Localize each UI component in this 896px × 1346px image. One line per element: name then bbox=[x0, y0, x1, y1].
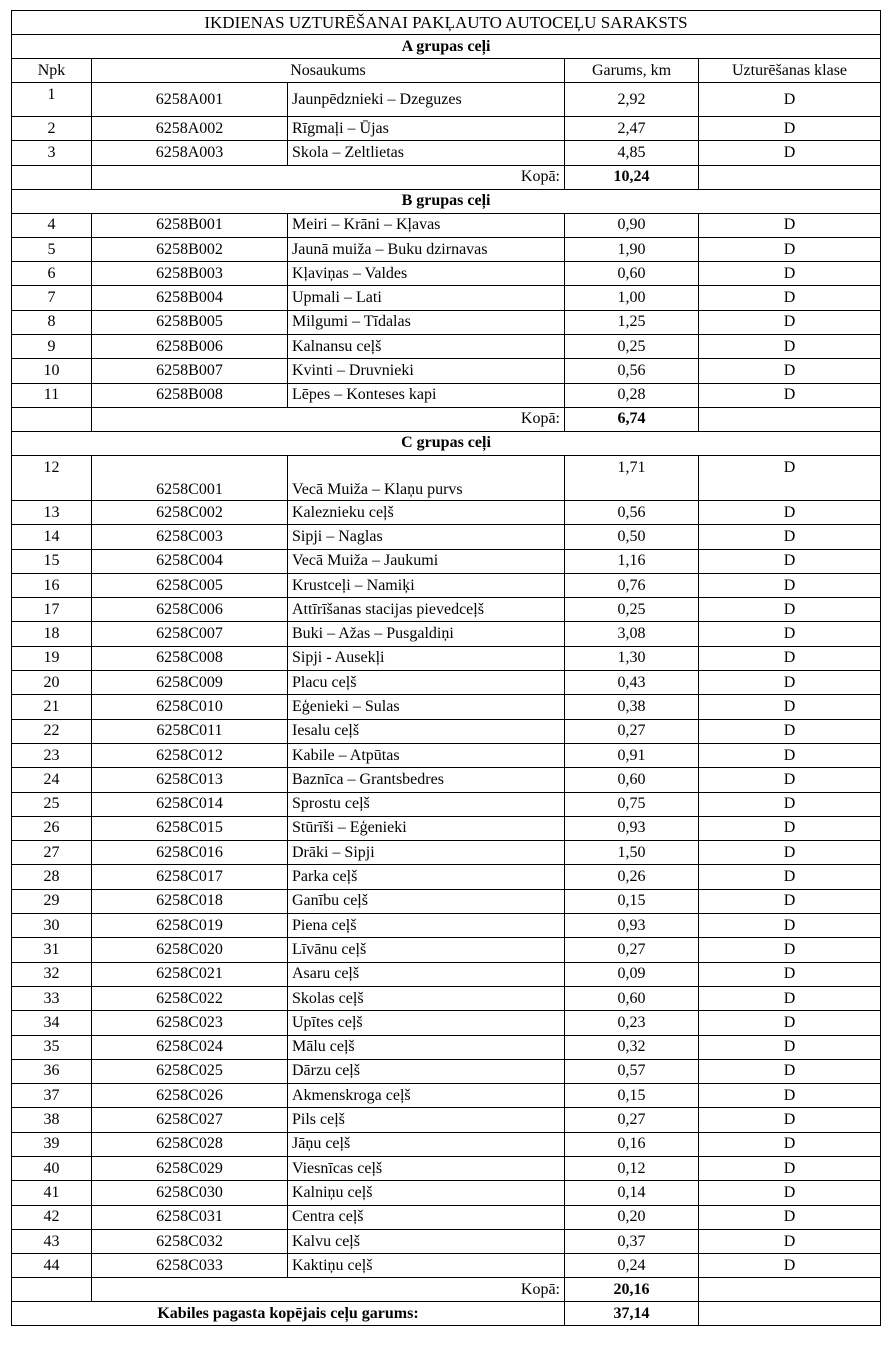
road-name: Eģenieki – Sulas bbox=[288, 695, 565, 719]
table-row bbox=[12, 383, 881, 407]
row-number: 24 bbox=[12, 768, 92, 792]
table-row bbox=[12, 1156, 881, 1180]
road-code: 6258A002 bbox=[92, 117, 288, 141]
row-number: 44 bbox=[12, 1254, 92, 1278]
maintenance-class: D bbox=[699, 841, 881, 865]
road-length: 2,47 bbox=[565, 117, 699, 141]
table-row bbox=[12, 719, 881, 743]
road-length: 1,25 bbox=[565, 310, 699, 334]
road-code: 6258C013 bbox=[92, 768, 288, 792]
road-name: Attīrīšanas stacijas pievedceļš bbox=[288, 598, 565, 622]
maintenance-class: D bbox=[699, 1254, 881, 1278]
road-code: 6258B002 bbox=[92, 237, 288, 261]
road-name: Kļaviņas – Valdes bbox=[288, 262, 565, 286]
row-number: 38 bbox=[12, 1108, 92, 1132]
document-title: IKDIENAS UZTURĒŠANAI PAKĻAUTO AUTOCEĻU SARAKSTS bbox=[12, 11, 881, 35]
road-name: Asaru ceļš bbox=[288, 962, 565, 986]
road-name: Viesnīcas ceļš bbox=[288, 1156, 565, 1180]
maintenance-class: D bbox=[699, 383, 881, 407]
road-code: 6258C014 bbox=[92, 792, 288, 816]
road-length: 0,60 bbox=[565, 262, 699, 286]
maintenance-class: D bbox=[699, 598, 881, 622]
road-length: 0,09 bbox=[565, 962, 699, 986]
road-length: 1,90 bbox=[565, 237, 699, 261]
table-row bbox=[12, 262, 881, 286]
road-length: 0,20 bbox=[565, 1205, 699, 1229]
road-code: 6258C028 bbox=[92, 1132, 288, 1156]
road-length: 0,60 bbox=[565, 986, 699, 1010]
empty-cell bbox=[699, 1302, 881, 1326]
table-row bbox=[12, 598, 881, 622]
table-row bbox=[12, 695, 881, 719]
road-length: 0,15 bbox=[565, 889, 699, 913]
road-code: 6258C008 bbox=[92, 646, 288, 670]
road-code: 6258C019 bbox=[92, 914, 288, 938]
grand-total-label: Kabiles pagasta kopējais ceļu garums: bbox=[12, 1302, 565, 1326]
road-length: 0,25 bbox=[565, 598, 699, 622]
grand-total-row bbox=[12, 1302, 881, 1326]
road-code: 6258B004 bbox=[92, 286, 288, 310]
table-row bbox=[12, 914, 881, 938]
road-length: 0,27 bbox=[565, 719, 699, 743]
group-total-row bbox=[12, 1278, 881, 1302]
title-row bbox=[12, 11, 881, 35]
row-number: 15 bbox=[12, 549, 92, 573]
road-name: Parka ceļš bbox=[288, 865, 565, 889]
road-length: 3,08 bbox=[565, 622, 699, 646]
table-row bbox=[12, 1229, 881, 1253]
row-number: 37 bbox=[12, 1084, 92, 1108]
row-number: 40 bbox=[12, 1156, 92, 1180]
maintenance-class: D bbox=[699, 938, 881, 962]
table-row bbox=[12, 525, 881, 549]
road-code: 6258C002 bbox=[92, 500, 288, 524]
row-number: 23 bbox=[12, 743, 92, 767]
road-length: 0,26 bbox=[565, 865, 699, 889]
road-code: 6258B005 bbox=[92, 310, 288, 334]
table-row bbox=[12, 986, 881, 1010]
table-row bbox=[12, 938, 881, 962]
road-code: 6258A001 bbox=[92, 83, 288, 117]
road-length: 1,71 bbox=[565, 455, 699, 500]
maintenance-class: D bbox=[699, 117, 881, 141]
road-name: Kaleznieku ceļš bbox=[288, 500, 565, 524]
row-number: 31 bbox=[12, 938, 92, 962]
road-code: 6258C031 bbox=[92, 1205, 288, 1229]
road-length: 0,56 bbox=[565, 500, 699, 524]
empty-cell bbox=[699, 1278, 881, 1302]
road-length: 0,28 bbox=[565, 383, 699, 407]
road-code: 6258C020 bbox=[92, 938, 288, 962]
maintenance-class: D bbox=[699, 1108, 881, 1132]
row-number: 35 bbox=[12, 1035, 92, 1059]
row-number: 12 bbox=[12, 455, 92, 500]
table-row bbox=[12, 359, 881, 383]
road-length: 0,16 bbox=[565, 1132, 699, 1156]
maintenance-class: D bbox=[699, 1181, 881, 1205]
road-code: 6258C022 bbox=[92, 986, 288, 1010]
table-row bbox=[12, 500, 881, 524]
road-code: 6258C009 bbox=[92, 671, 288, 695]
row-number: 14 bbox=[12, 525, 92, 549]
table-row bbox=[12, 1181, 881, 1205]
empty-cell bbox=[12, 1278, 92, 1302]
row-number: 33 bbox=[12, 986, 92, 1010]
road-name: Lēpes – Konteses kapi bbox=[288, 383, 565, 407]
maintenance-class: D bbox=[699, 743, 881, 767]
road-name: Iesalu ceļš bbox=[288, 719, 565, 743]
row-number: 27 bbox=[12, 841, 92, 865]
group-total-row bbox=[12, 165, 881, 189]
row-number: 30 bbox=[12, 914, 92, 938]
road-length: 0,60 bbox=[565, 768, 699, 792]
road-name: Kaktiņu ceļš bbox=[288, 1254, 565, 1278]
road-code: 6258C032 bbox=[92, 1229, 288, 1253]
row-number: 3 bbox=[12, 141, 92, 165]
row-number: 7 bbox=[12, 286, 92, 310]
table-row bbox=[12, 743, 881, 767]
road-length: 0,50 bbox=[565, 525, 699, 549]
road-length: 0,37 bbox=[565, 1229, 699, 1253]
table-row bbox=[12, 573, 881, 597]
road-length: 0,23 bbox=[565, 1011, 699, 1035]
maintenance-class: D bbox=[699, 1059, 881, 1083]
road-name: Līvānu ceļš bbox=[288, 938, 565, 962]
maintenance-class: D bbox=[699, 455, 881, 500]
table-row bbox=[12, 1059, 881, 1083]
road-code: 6258C007 bbox=[92, 622, 288, 646]
table-row bbox=[12, 865, 881, 889]
maintenance-class: D bbox=[699, 237, 881, 261]
table-row bbox=[12, 768, 881, 792]
column-header-row bbox=[12, 59, 881, 83]
maintenance-class: D bbox=[699, 500, 881, 524]
table-row bbox=[12, 237, 881, 261]
table-row bbox=[12, 1132, 881, 1156]
table-row bbox=[12, 549, 881, 573]
road-name: Sipji - Ausekļi bbox=[288, 646, 565, 670]
row-number: 9 bbox=[12, 335, 92, 359]
group-total-label: Kopā: bbox=[92, 165, 565, 189]
road-length: 0,57 bbox=[565, 1059, 699, 1083]
maintenance-class: D bbox=[699, 1035, 881, 1059]
table-row bbox=[12, 646, 881, 670]
road-length: 1,30 bbox=[565, 646, 699, 670]
table-row bbox=[12, 83, 881, 117]
group-header-row bbox=[12, 189, 881, 213]
table-row bbox=[12, 1108, 881, 1132]
road-code: 6258C030 bbox=[92, 1181, 288, 1205]
maintenance-class: D bbox=[699, 986, 881, 1010]
group-total-row bbox=[12, 407, 881, 431]
road-code: 6258C025 bbox=[92, 1059, 288, 1083]
road-name: Sprostu ceļš bbox=[288, 792, 565, 816]
maintenance-class: D bbox=[699, 889, 881, 913]
maintenance-class: D bbox=[699, 1205, 881, 1229]
road-name: Placu ceļš bbox=[288, 671, 565, 695]
group-total-value: 10,24 bbox=[565, 165, 699, 189]
road-name: Kalnansu ceļš bbox=[288, 335, 565, 359]
table-row bbox=[12, 1205, 881, 1229]
road-length: 0,38 bbox=[565, 695, 699, 719]
road-name: Krustceļi – Namiķi bbox=[288, 573, 565, 597]
road-length: 1,16 bbox=[565, 549, 699, 573]
maintenance-class: D bbox=[699, 262, 881, 286]
table-row bbox=[12, 671, 881, 695]
table-row bbox=[12, 335, 881, 359]
road-name: Piena ceļš bbox=[288, 914, 565, 938]
road-code: 6258C006 bbox=[92, 598, 288, 622]
road-name: Dārzu ceļš bbox=[288, 1059, 565, 1083]
table-row bbox=[12, 213, 881, 237]
maintenance-class: D bbox=[699, 1011, 881, 1035]
road-code: 6258B007 bbox=[92, 359, 288, 383]
row-number: 21 bbox=[12, 695, 92, 719]
row-number: 18 bbox=[12, 622, 92, 646]
road-length: 0,76 bbox=[565, 573, 699, 597]
road-length: 1,50 bbox=[565, 841, 699, 865]
road-name: Vecā Muiža – Jaukumi bbox=[288, 549, 565, 573]
empty-cell bbox=[699, 407, 881, 431]
table-row bbox=[12, 1254, 881, 1278]
group-total-value: 20,16 bbox=[565, 1278, 699, 1302]
column-header-name: Nosaukums bbox=[92, 59, 565, 83]
road-code: 6258C017 bbox=[92, 865, 288, 889]
row-number: 2 bbox=[12, 117, 92, 141]
row-number: 34 bbox=[12, 1011, 92, 1035]
row-number: 28 bbox=[12, 865, 92, 889]
road-code: 6258C012 bbox=[92, 743, 288, 767]
row-number: 32 bbox=[12, 962, 92, 986]
road-name: Kalvu ceļš bbox=[288, 1229, 565, 1253]
empty-cell bbox=[12, 407, 92, 431]
road-length: 0,93 bbox=[565, 816, 699, 840]
road-code: 6258A003 bbox=[92, 141, 288, 165]
road-code: 6258C010 bbox=[92, 695, 288, 719]
table-row bbox=[12, 117, 881, 141]
row-number: 1 bbox=[12, 83, 92, 117]
road-code: 6258C011 bbox=[92, 719, 288, 743]
maintenance-class: D bbox=[699, 622, 881, 646]
group-title: A grupas ceļi bbox=[12, 35, 881, 59]
road-length: 0,27 bbox=[565, 938, 699, 962]
maintenance-class: D bbox=[699, 525, 881, 549]
table-row bbox=[12, 310, 881, 334]
road-code: 6258B006 bbox=[92, 335, 288, 359]
table-row bbox=[12, 962, 881, 986]
maintenance-class: D bbox=[699, 359, 881, 383]
maintenance-class: D bbox=[699, 646, 881, 670]
road-length: 0,15 bbox=[565, 1084, 699, 1108]
road-name: Kalniņu ceļš bbox=[288, 1181, 565, 1205]
maintenance-class: D bbox=[699, 310, 881, 334]
maintenance-class: D bbox=[699, 962, 881, 986]
road-name: Centra ceļš bbox=[288, 1205, 565, 1229]
table-row bbox=[12, 622, 881, 646]
maintenance-class: D bbox=[699, 1229, 881, 1253]
road-code: 6258C026 bbox=[92, 1084, 288, 1108]
row-number: 22 bbox=[12, 719, 92, 743]
row-number: 43 bbox=[12, 1229, 92, 1253]
column-header-length: Garums, km bbox=[565, 59, 699, 83]
road-name: Buki – Ažas – Pusgaldiņi bbox=[288, 622, 565, 646]
row-number: 26 bbox=[12, 816, 92, 840]
maintenance-class: D bbox=[699, 335, 881, 359]
table-row bbox=[12, 286, 881, 310]
road-name: Baznīca – Grantsbedres bbox=[288, 768, 565, 792]
road-name: Jaunā muiža – Buku dzirnavas bbox=[288, 237, 565, 261]
road-code: 6258C015 bbox=[92, 816, 288, 840]
road-list-table bbox=[11, 10, 881, 1326]
maintenance-class: D bbox=[699, 573, 881, 597]
group-header-row bbox=[12, 35, 881, 59]
road-length: 0,24 bbox=[565, 1254, 699, 1278]
road-code: 6258C001 bbox=[92, 455, 288, 500]
row-number: 8 bbox=[12, 310, 92, 334]
maintenance-class: D bbox=[699, 865, 881, 889]
road-code: 6258C029 bbox=[92, 1156, 288, 1180]
table-row bbox=[12, 841, 881, 865]
row-number: 39 bbox=[12, 1132, 92, 1156]
maintenance-class: D bbox=[699, 286, 881, 310]
group-header-row bbox=[12, 431, 881, 455]
road-name: Vecā Muiža – Klaņu purvs bbox=[288, 455, 565, 500]
road-length: 0,90 bbox=[565, 213, 699, 237]
maintenance-class: D bbox=[699, 792, 881, 816]
table-row bbox=[12, 1084, 881, 1108]
road-name: Skola – Zeltlietas bbox=[288, 141, 565, 165]
column-header-npk: Npk bbox=[12, 59, 92, 83]
maintenance-class: D bbox=[699, 141, 881, 165]
road-code: 6258C033 bbox=[92, 1254, 288, 1278]
row-number: 25 bbox=[12, 792, 92, 816]
road-length: 2,92 bbox=[565, 83, 699, 117]
column-header-class: Uzturēšanas klase bbox=[699, 59, 881, 83]
maintenance-class: D bbox=[699, 671, 881, 695]
road-length: 0,93 bbox=[565, 914, 699, 938]
maintenance-class: D bbox=[699, 914, 881, 938]
maintenance-class: D bbox=[699, 1156, 881, 1180]
group-total-label: Kopā: bbox=[92, 1278, 565, 1302]
row-number: 20 bbox=[12, 671, 92, 695]
maintenance-class: D bbox=[699, 816, 881, 840]
row-number: 11 bbox=[12, 383, 92, 407]
road-length: 1,00 bbox=[565, 286, 699, 310]
table-row bbox=[12, 889, 881, 913]
road-name: Sipji – Naglas bbox=[288, 525, 565, 549]
road-length: 0,32 bbox=[565, 1035, 699, 1059]
road-length: 0,75 bbox=[565, 792, 699, 816]
road-length: 0,43 bbox=[565, 671, 699, 695]
maintenance-class: D bbox=[699, 719, 881, 743]
road-code: 6258B001 bbox=[92, 213, 288, 237]
maintenance-class: D bbox=[699, 768, 881, 792]
row-number: 19 bbox=[12, 646, 92, 670]
row-number: 29 bbox=[12, 889, 92, 913]
road-code: 6258B008 bbox=[92, 383, 288, 407]
road-code: 6258C023 bbox=[92, 1011, 288, 1035]
row-number: 13 bbox=[12, 500, 92, 524]
road-code: 6258C018 bbox=[92, 889, 288, 913]
table-row bbox=[12, 1035, 881, 1059]
maintenance-class: D bbox=[699, 1132, 881, 1156]
road-name: Ganību ceļš bbox=[288, 889, 565, 913]
table-row bbox=[12, 1011, 881, 1035]
grand-total-value: 37,14 bbox=[565, 1302, 699, 1326]
road-length: 0,91 bbox=[565, 743, 699, 767]
table-row bbox=[12, 141, 881, 165]
road-length: 4,85 bbox=[565, 141, 699, 165]
road-name: Kabile – Atpūtas bbox=[288, 743, 565, 767]
road-name: Akmenskroga ceļš bbox=[288, 1084, 565, 1108]
road-name: Jāņu ceļš bbox=[288, 1132, 565, 1156]
road-name: Rīgmaļi – Ūjas bbox=[288, 117, 565, 141]
row-number: 16 bbox=[12, 573, 92, 597]
road-code: 6258B003 bbox=[92, 262, 288, 286]
row-number: 5 bbox=[12, 237, 92, 261]
road-name: Mālu ceļš bbox=[288, 1035, 565, 1059]
road-name: Upmali – Lati bbox=[288, 286, 565, 310]
row-number: 17 bbox=[12, 598, 92, 622]
table-row bbox=[12, 816, 881, 840]
road-name: Skolas ceļš bbox=[288, 986, 565, 1010]
maintenance-class: D bbox=[699, 83, 881, 117]
road-name: Milgumi – Tīdalas bbox=[288, 310, 565, 334]
road-length: 0,25 bbox=[565, 335, 699, 359]
table-body bbox=[12, 11, 881, 1326]
road-length: 0,14 bbox=[565, 1181, 699, 1205]
row-number: 10 bbox=[12, 359, 92, 383]
road-length: 0,56 bbox=[565, 359, 699, 383]
road-name: Kvinti – Druvnieki bbox=[288, 359, 565, 383]
road-name: Upītes ceļš bbox=[288, 1011, 565, 1035]
row-number: 42 bbox=[12, 1205, 92, 1229]
group-total-label: Kopā: bbox=[92, 407, 565, 431]
road-code: 6258C024 bbox=[92, 1035, 288, 1059]
maintenance-class: D bbox=[699, 213, 881, 237]
row-number: 36 bbox=[12, 1059, 92, 1083]
road-code: 6258C016 bbox=[92, 841, 288, 865]
maintenance-class: D bbox=[699, 695, 881, 719]
maintenance-class: D bbox=[699, 1084, 881, 1108]
group-title: B grupas ceļi bbox=[12, 189, 881, 213]
maintenance-class: D bbox=[699, 549, 881, 573]
road-code: 6258C004 bbox=[92, 549, 288, 573]
road-name: Meiri – Krāni – Kļavas bbox=[288, 213, 565, 237]
road-code: 6258C021 bbox=[92, 962, 288, 986]
row-number: 6 bbox=[12, 262, 92, 286]
road-code: 6258C003 bbox=[92, 525, 288, 549]
road-length: 0,12 bbox=[565, 1156, 699, 1180]
table-row bbox=[12, 792, 881, 816]
road-code: 6258C027 bbox=[92, 1108, 288, 1132]
empty-cell bbox=[699, 165, 881, 189]
road-name: Drāki – Sipji bbox=[288, 841, 565, 865]
group-title: C grupas ceļi bbox=[12, 431, 881, 455]
empty-cell bbox=[12, 165, 92, 189]
group-total-value: 6,74 bbox=[565, 407, 699, 431]
road-name: Pils ceļš bbox=[288, 1108, 565, 1132]
table-row bbox=[12, 455, 881, 500]
row-number: 41 bbox=[12, 1181, 92, 1205]
road-length: 0,27 bbox=[565, 1108, 699, 1132]
road-name: Jaunpēdznieki – Dzeguzes bbox=[288, 83, 565, 117]
road-code: 6258C005 bbox=[92, 573, 288, 597]
row-number: 4 bbox=[12, 213, 92, 237]
road-name: Stūrīši – Eģenieki bbox=[288, 816, 565, 840]
